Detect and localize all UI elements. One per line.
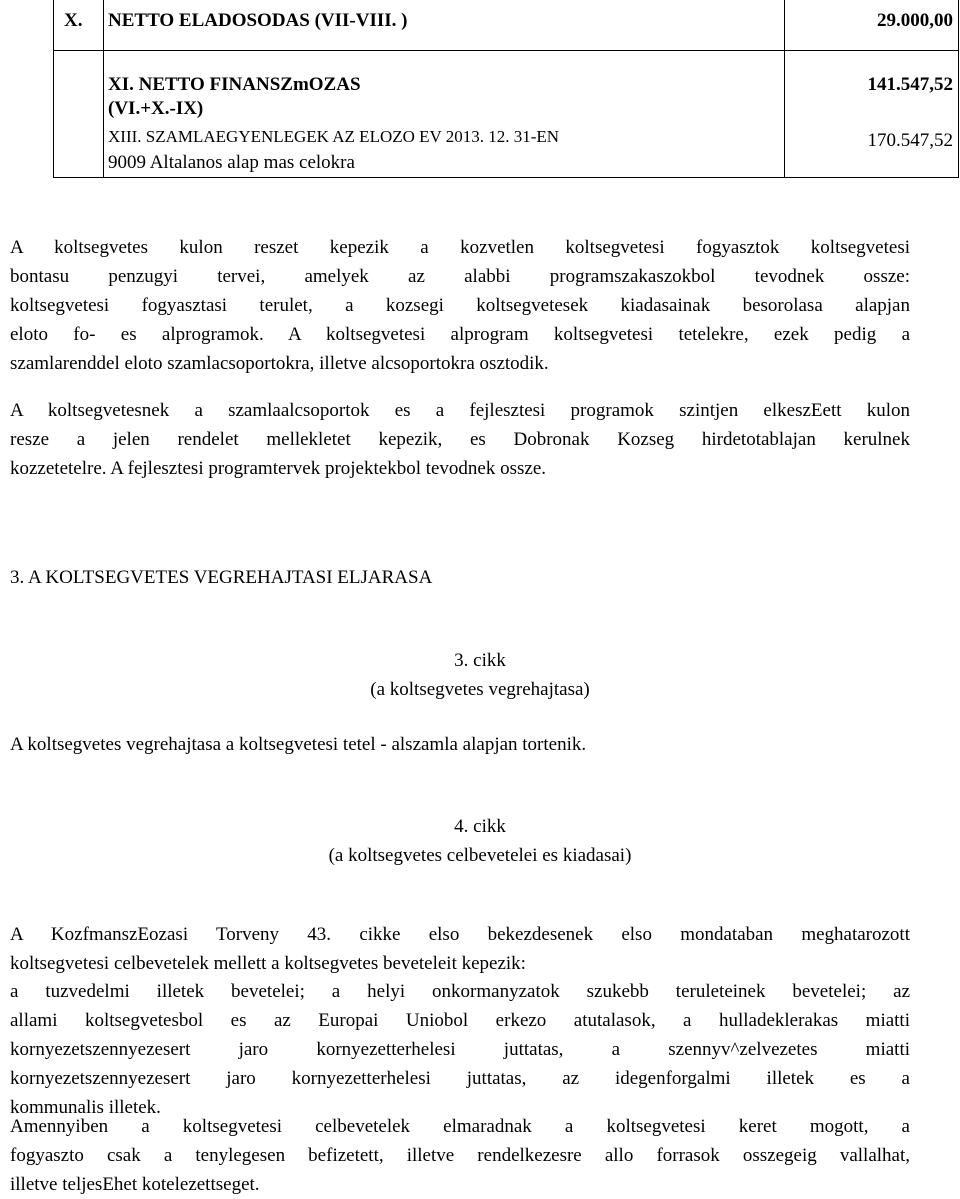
paragraph-line: a tuzvedelmi illetek bevetelei; a helyi onkormanyzatok szukebb teruleteinek bevetelei; az (10, 981, 910, 1002)
article-3-title: 3. cikk (454, 650, 506, 671)
paragraph-line: koltsegvetesi fogyasztasi terulet, a kozsegi koltsegvetesek kiadasainak besorolasa alapjan (10, 295, 910, 316)
row2-label-line2: (VI.+X.-IX) (108, 98, 204, 119)
row1-code: X. (64, 10, 83, 31)
row3-value: 170.547,52 (867, 130, 953, 151)
paragraph-line: kornyezetszennyezesert jaro kornyezetterhelesi juttatas, a szennyv^zelvezetes miatti (10, 1039, 910, 1060)
paragraph-1 (10, 233, 910, 378)
paragraph-line: A KozfmanszEozasi Torveny 43. cikke elso bekezdesenek elso mondataban meghatarozott (10, 924, 910, 945)
paragraph-line: eloto fo- es alprogramok. A koltsegvetesi alprogram koltsegvetesi tetelekre, ezek pedig a (10, 324, 910, 345)
paragraph-line: kozzetetelre. A fejlesztesi programtervek projektekbol tevodnek ossze. (10, 458, 547, 479)
paragraph-line: allami koltsegvetesbol es az Europai Uniobol erkezo atutalasok, a hulladeklerakas miatti (10, 1010, 910, 1031)
section-heading: 3. A KOLTSEGVETES VEGREHAJTASI ELJARASA (10, 567, 433, 588)
table-border-left (53, 0, 54, 178)
article-3-subtitle: (a koltsegvetes vegrehajtasa) (370, 679, 590, 700)
row3-label-line1: XIII. SZAMLAEGYENLEGEK AZ ELOZO EV 2013. 12. 31-EN (108, 127, 560, 146)
paragraph-line: fogyaszto csak a tenylegesen befizetett, illetve rendelkezesre allo forrasok osszegeig vallalhat, (10, 1145, 910, 1166)
table-row-divider (53, 50, 959, 51)
article-3-text: A koltsegvetes vegrehajtasa a koltsegvetesi tetel - alszamla alapjan tortenik. (10, 734, 587, 755)
paragraph-line: szamlarenddel eloto szamlacsoportokra, illetve alcsoportokra osztodik. (10, 353, 549, 374)
table-col-divider-1 (103, 0, 104, 178)
article-4-subtitle: (a koltsegvetes celbevetelei es kiadasai) (328, 845, 632, 866)
paragraph-line: koltsegvetesi celbevetelek mellett a koltsegvetes beveteleit kepezik: (10, 953, 526, 974)
row1-label: NETTO ELADOSODAS (VII-VIII. ) (108, 10, 408, 31)
paragraph-line: resze a jelen rendelet mellekletet kepezik, es Dobronak Kozseg hirdetotablajan kerulnek (10, 429, 910, 450)
paragraph-line: A koltsegvetes kulon reszet kepezik a kozvetlen koltsegvetesi fogyasztok koltsegvetesi (10, 237, 910, 258)
paragraph-line: illetve teljesEhet kotelezettseget. (10, 1174, 260, 1195)
table-col-divider-2 (784, 0, 785, 178)
article-4-title: 4. cikk (454, 816, 506, 837)
paragraph-line: A koltsegvetesnek a szamlaalcsoportok es a fejlesztesi programok szintjen elkeszEett kulon (10, 400, 910, 421)
paragraph-4 (10, 977, 910, 1122)
paragraph-3 (10, 920, 910, 978)
table-bottom-border (53, 177, 959, 178)
paragraph-line: bontasu penzugyi tervei, amelyek az alabbi programszakaszokbol tevodnek ossze: (10, 266, 910, 287)
paragraph-line: kornyezetszennyezesert jaro kornyezetterhelesi juttatas, az idegenforgalmi illetek es a (10, 1068, 910, 1089)
paragraph-line: Amennyiben a koltsegvetesi celbevetelek elmaradnak a koltsegvetesi keret mogott, a (10, 1116, 910, 1137)
row2-value: 141.547,52 (867, 74, 953, 95)
table-border-right (958, 0, 959, 178)
paragraph-line: kommunalis illetek. (10, 1097, 161, 1118)
paragraph-2 (10, 396, 910, 483)
row1-value: 29.000,00 (877, 10, 953, 31)
row3-label-line2: 9009 Altalanos alap mas celokra (108, 152, 355, 173)
row2-label-line1: XI. NETTO FINANSZmOZAS (108, 74, 361, 95)
paragraph-5 (10, 1112, 910, 1199)
